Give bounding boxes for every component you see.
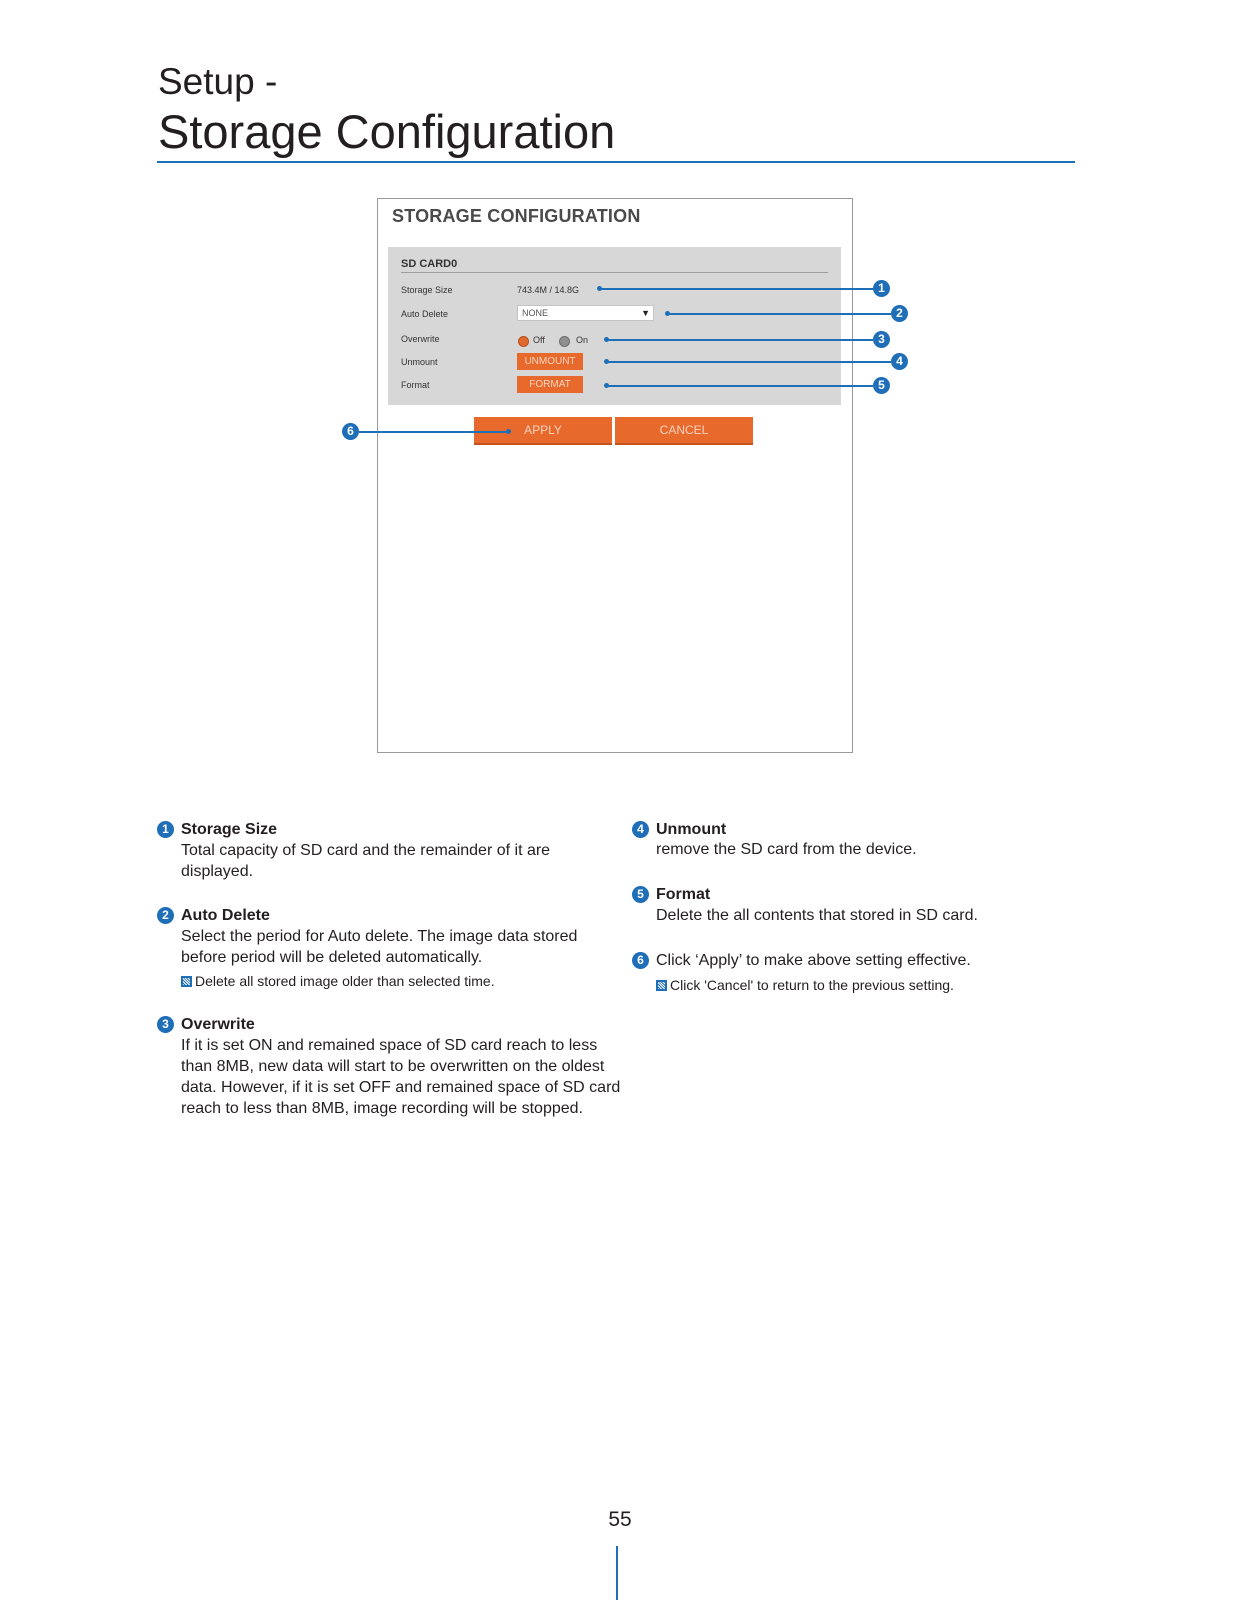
item-1-line-2: displayed.	[181, 863, 254, 880]
item-6-note	[656, 976, 954, 994]
callout-3-badge: 3	[873, 331, 890, 348]
unmount-button[interactable]: UNMOUNT	[517, 353, 583, 370]
cancel-button[interactable]: CANCEL	[615, 417, 753, 445]
header-divider	[157, 161, 1075, 163]
apply-button[interactable]: APPLY	[474, 417, 612, 445]
unmount-label: Unmount	[401, 357, 438, 367]
item-1-badge: 1	[157, 821, 174, 838]
page-number: 55	[608, 1508, 632, 1531]
sd-card-title: SD CARD0	[401, 258, 458, 270]
item-6-badge: 6	[632, 952, 649, 969]
callout-4-badge: 4	[891, 353, 908, 370]
storage-size-label: Storage Size	[401, 285, 453, 295]
note-icon	[656, 980, 667, 991]
item-4-badge: 4	[632, 821, 649, 838]
callout-6-line	[359, 431, 507, 433]
page-title: Storage Configuration	[158, 105, 616, 158]
callout-2-badge: 2	[891, 305, 908, 322]
page-number-tick	[616, 1546, 618, 1600]
item-5-line-1: Delete the all contents that stored in SD card.	[656, 907, 978, 924]
storage-size-value: 743.4M / 14.8G	[517, 285, 580, 295]
item-3-line-2: than 8MB, new data will start to be overwritten on the oldest	[181, 1058, 605, 1075]
item-2-line-1: Select the period for Auto delete. The image data stored	[181, 928, 578, 945]
item-3-line-1: If it is set ON and remained space of SD card reach to less	[181, 1037, 598, 1054]
item-2-line-2: before period will be deleted automatically.	[181, 949, 483, 966]
format-label: Format	[401, 380, 430, 390]
item-2-note	[181, 972, 495, 990]
callout-6-badge: 6	[342, 423, 359, 440]
callout-2-line	[668, 313, 891, 315]
overwrite-off-label: Off	[533, 335, 545, 345]
item-3-line-3: data. However, if it is set OFF and remained space of SD card	[181, 1079, 621, 1096]
callout-6-dot	[506, 429, 511, 434]
overwrite-label: Overwrite	[401, 334, 440, 344]
item-1-line-1: Total capacity of SD card and the remainder of it are	[181, 842, 551, 859]
page-subtitle: Setup -	[158, 61, 278, 102]
item-6-text: Click ‘Apply’ to make above setting effective.	[656, 952, 971, 969]
item-3-title: Overwrite	[181, 1016, 255, 1033]
auto-delete-selected-value: NONE	[522, 308, 549, 318]
item-5-badge: 5	[632, 886, 649, 903]
overwrite-off-radio[interactable]	[518, 336, 529, 347]
callout-3-line	[607, 339, 873, 341]
callout-5-line	[607, 385, 873, 387]
format-button[interactable]: FORMAT	[517, 376, 583, 393]
auto-delete-label: Auto Delete	[401, 309, 449, 319]
item-3-line-4: reach to less than 8MB, image recording will be stopped.	[181, 1100, 583, 1117]
overwrite-on-radio[interactable]	[559, 336, 570, 347]
sd-card-section	[388, 247, 841, 405]
callout-1-line	[600, 288, 873, 290]
item-3-badge: 3	[157, 1016, 174, 1033]
item-2-note-text: Delete all stored image older than selected time.	[195, 973, 495, 989]
item-2-title: Auto Delete	[181, 907, 270, 924]
auto-delete-select[interactable]	[517, 305, 654, 321]
item-5-title: Format	[656, 886, 711, 903]
item-4-line-1: remove the SD card from the device.	[656, 841, 917, 858]
callout-4-line	[607, 361, 891, 363]
callout-5-badge: 5	[873, 377, 890, 394]
note-icon	[181, 976, 192, 987]
item-6-note-text: Click 'Cancel' to return to the previous setting.	[670, 977, 954, 993]
panel-title: STORAGE CONFIGURATION	[392, 206, 641, 226]
callout-1-badge: 1	[873, 280, 890, 297]
sd-card-divider	[401, 272, 828, 273]
item-1-title: Storage Size	[181, 821, 278, 838]
item-2-badge: 2	[157, 907, 174, 924]
overwrite-on-label: On	[576, 335, 589, 345]
item-4-title: Unmount	[656, 821, 727, 838]
dropdown-arrow-icon: ▼	[641, 308, 650, 318]
